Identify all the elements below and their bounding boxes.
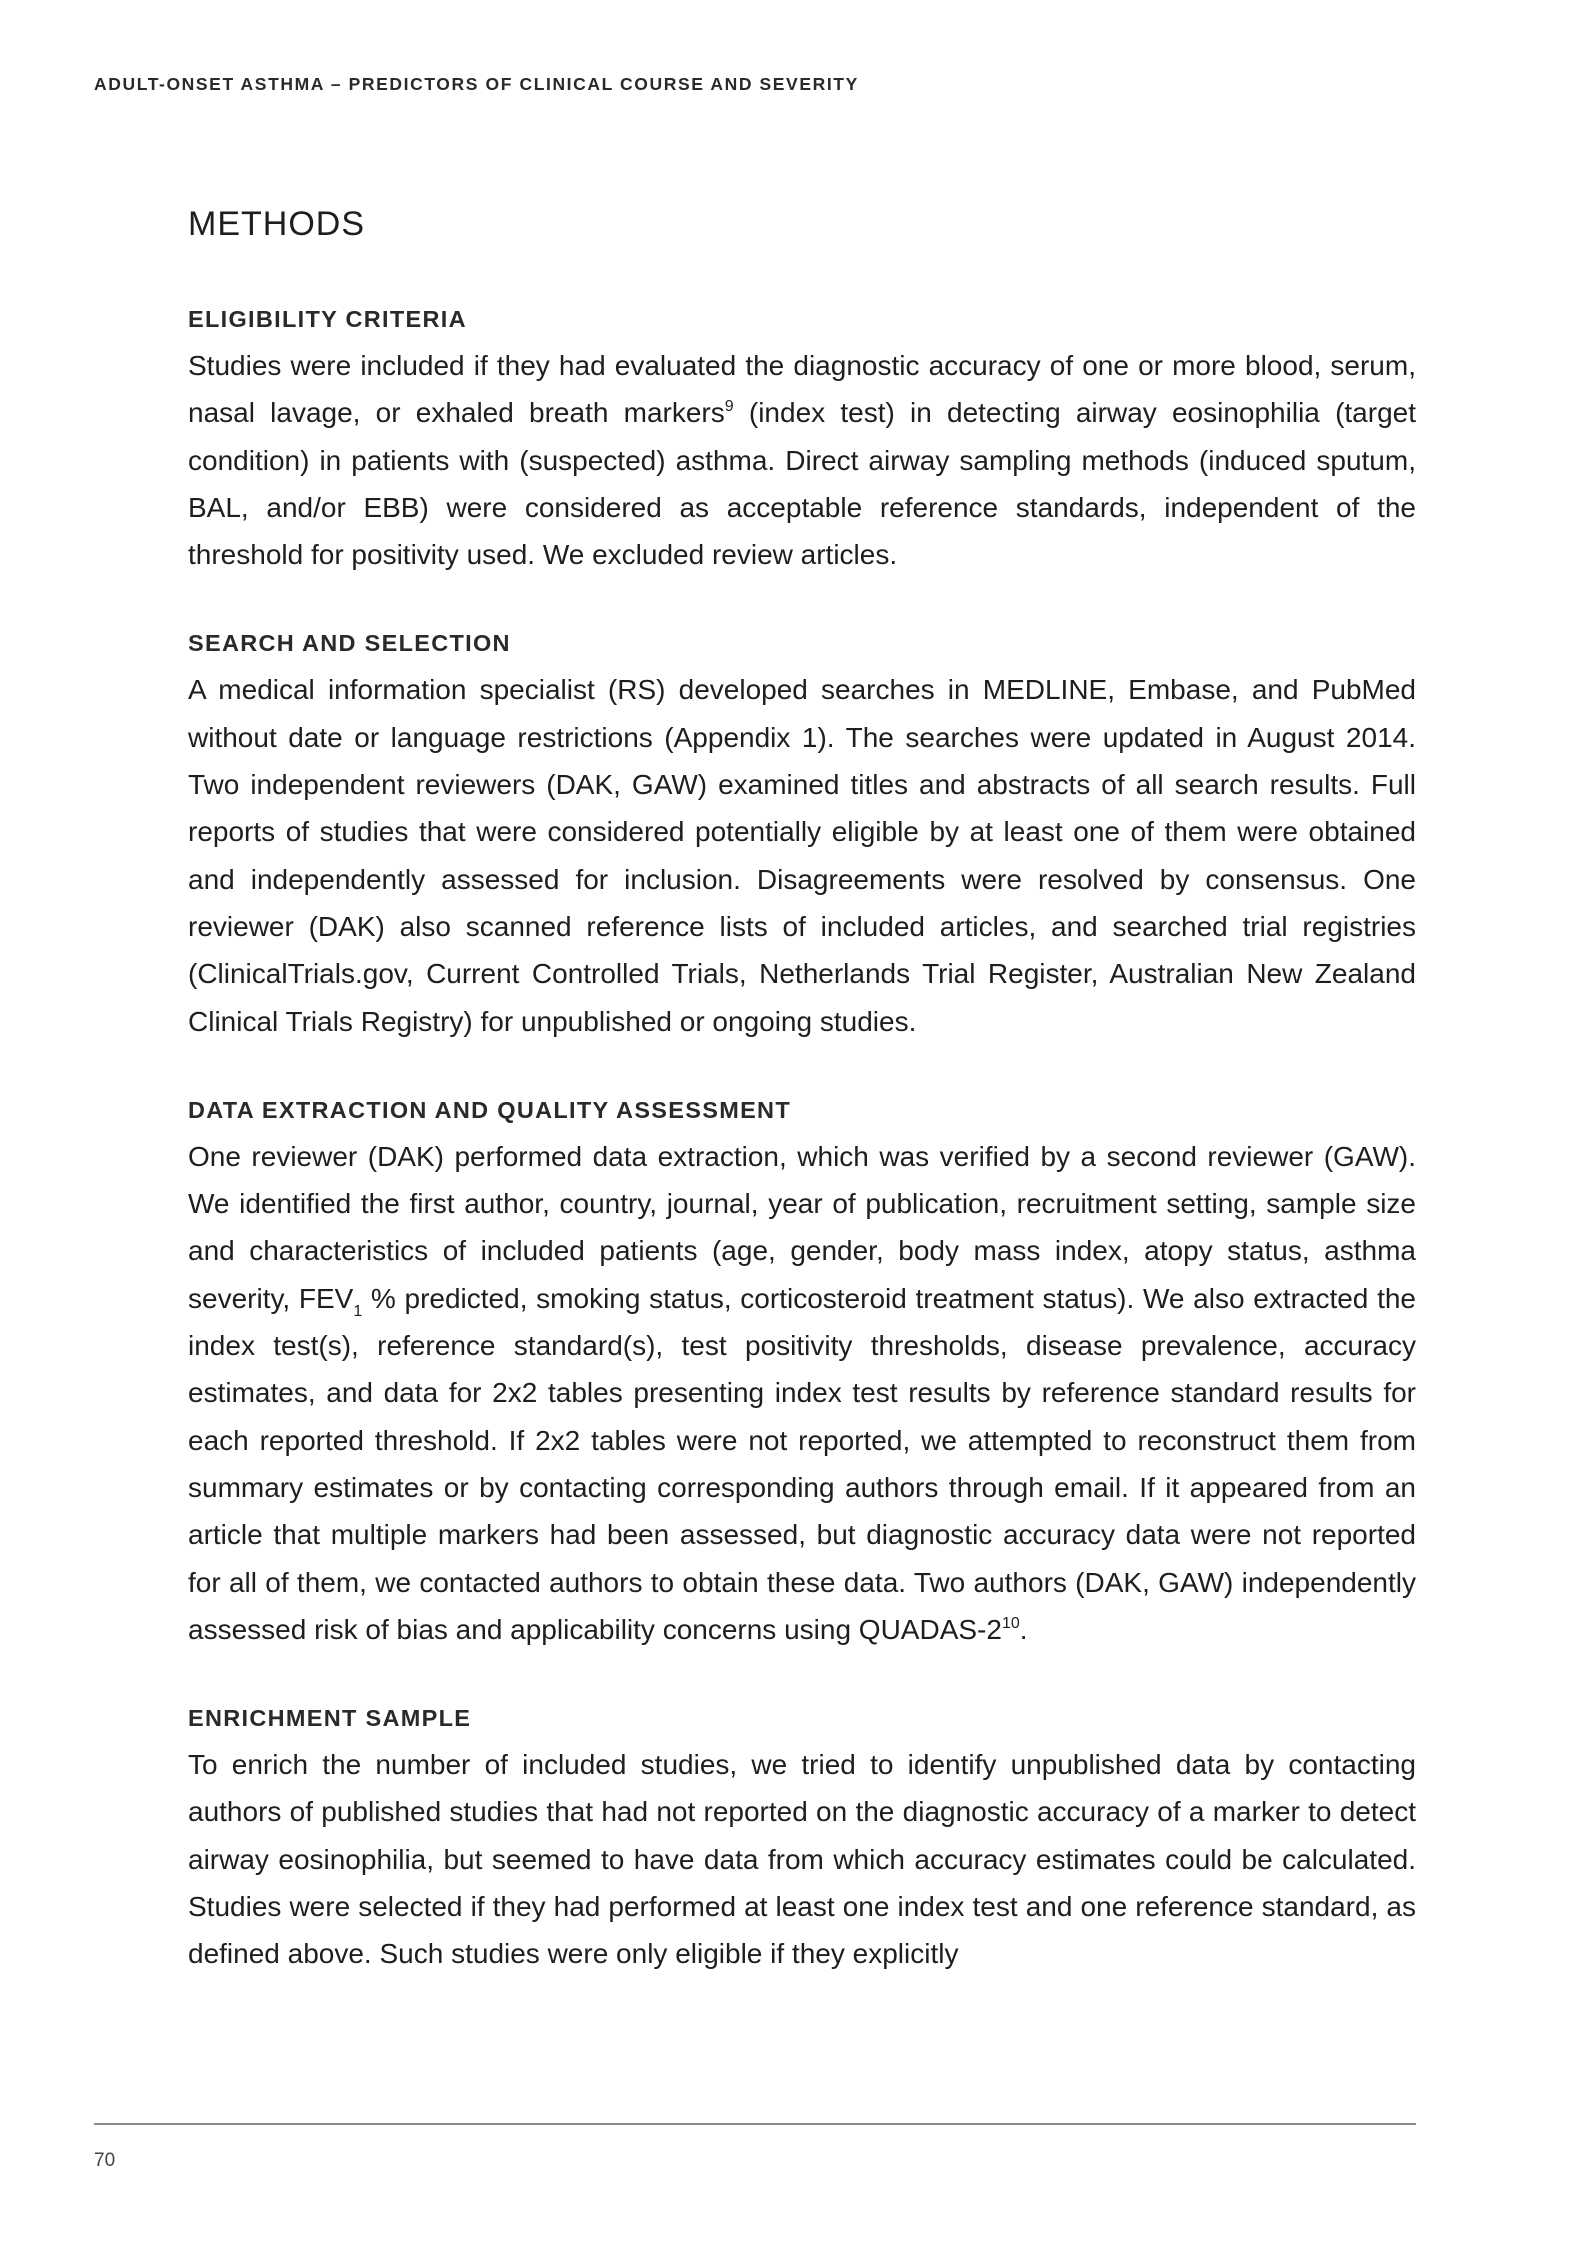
section-title: METHODS: [188, 205, 365, 243]
search-section: [188, 626, 1416, 1044]
footer-divider: [94, 2123, 1416, 2125]
reference-9: 9: [724, 398, 734, 416]
extraction-section: [188, 1093, 1416, 1653]
reference-10: 10: [1001, 1614, 1020, 1632]
eligibility-section: [188, 302, 1416, 578]
eligibility-title: ELIGIBILITY CRITERIA: [188, 306, 467, 332]
eligibility-paragraph: Studies were included if they had evaluated the diagnostic accuracy of one or more blood, serum, nasal lavage, or exhaled breath markers$^9$ (index test) in detecting airway eosinophilia (target condition) in patients with (suspected) asthma. Direct airway sampling methods (induced sputum, BAL, and/or EBB) were considered as acceptable reference standards, independent of the threshold for positivity used. We excluded review articles.: [188, 350, 1416, 571]
search-title: SEARCH AND SELECTION: [188, 630, 511, 657]
enrichment-title: ENRICHMENT SAMPLE: [188, 1705, 472, 1732]
page-content: [188, 196, 1416, 2026]
fev-subscript: 1: [353, 1302, 363, 1320]
enrichment-section: [188, 1701, 1416, 1977]
search-paragraph: A medical information specialist (RS) developed searches in MEDLINE, Embase, and PubMed without date or language restrictions (Appendix 1). The searches were updated in August 2014. Two independent reviewers (DAK, GAW) examined titles and abstracts of all search results. Full reports of studies that were considered potentially eligible by at least one of them were obtained and independently assessed for inclusion. Disagreements were resolved by consensus. One reviewer (DAK) also scanned reference lists of included articles, and searched trial registries (ClinicalTrials.gov, Current Controlled Trials, Netherlands Trial Register, Australian New Zealand Clinical Trials Registry) for unpublished or ongoing studies.: [188, 674, 1416, 1037]
page-number: 70: [94, 2150, 116, 2171]
running-header: ADULT-ONSET ASTHMA – PREDICTORS OF CLINICAL COURSE AND SEVERITY: [94, 74, 859, 94]
enrichment-paragraph: To enrich the number of included studies, we tried to identify unpublished data by contacting authors of published studies that had not reported on the diagnostic accuracy of a marker to detect airway eosinophilia, but seemed to have data from which accuracy estimates could be calculated. Studies were selected if they had performed at least one index test and one reference standard, as defined above. Such studies were only eligible if they explicitly: [188, 1749, 1416, 1970]
extraction-title: DATA EXTRACTION AND QUALITY ASSESSMENT: [188, 1096, 791, 1123]
extraction-paragraph: One reviewer (DAK) performed data extraction, which was verified by a second reviewer (GAW). We identified the first author, country, journal, year of publication, recruitment setting, sample size and characteristics of included patients (age, gender, body mass index, atopy status, asthma severity, $FEV_1$ % predicted, smoking status, corticosteroid treatment status). We also extracted the index test(s), reference standard(s), test positivity thresholds, disease prevalence, accuracy estimates, and data for 2x2 tables presenting index test results by reference standard results for each reported threshold. If 2x2 tables were not reported, we attempted to reconstruct them from summary estimates or by contacting corresponding authors through email. If it appeared from an article that multiple markers had been assessed, but diagnostic accuracy data were not reported for all of them, we contacted authors to obtain these data. Two authors (DAK, GAW) independently assessed risk of bias and applicability concerns using QUADAS-$2^{10}$.: [188, 1140, 1416, 1645]
